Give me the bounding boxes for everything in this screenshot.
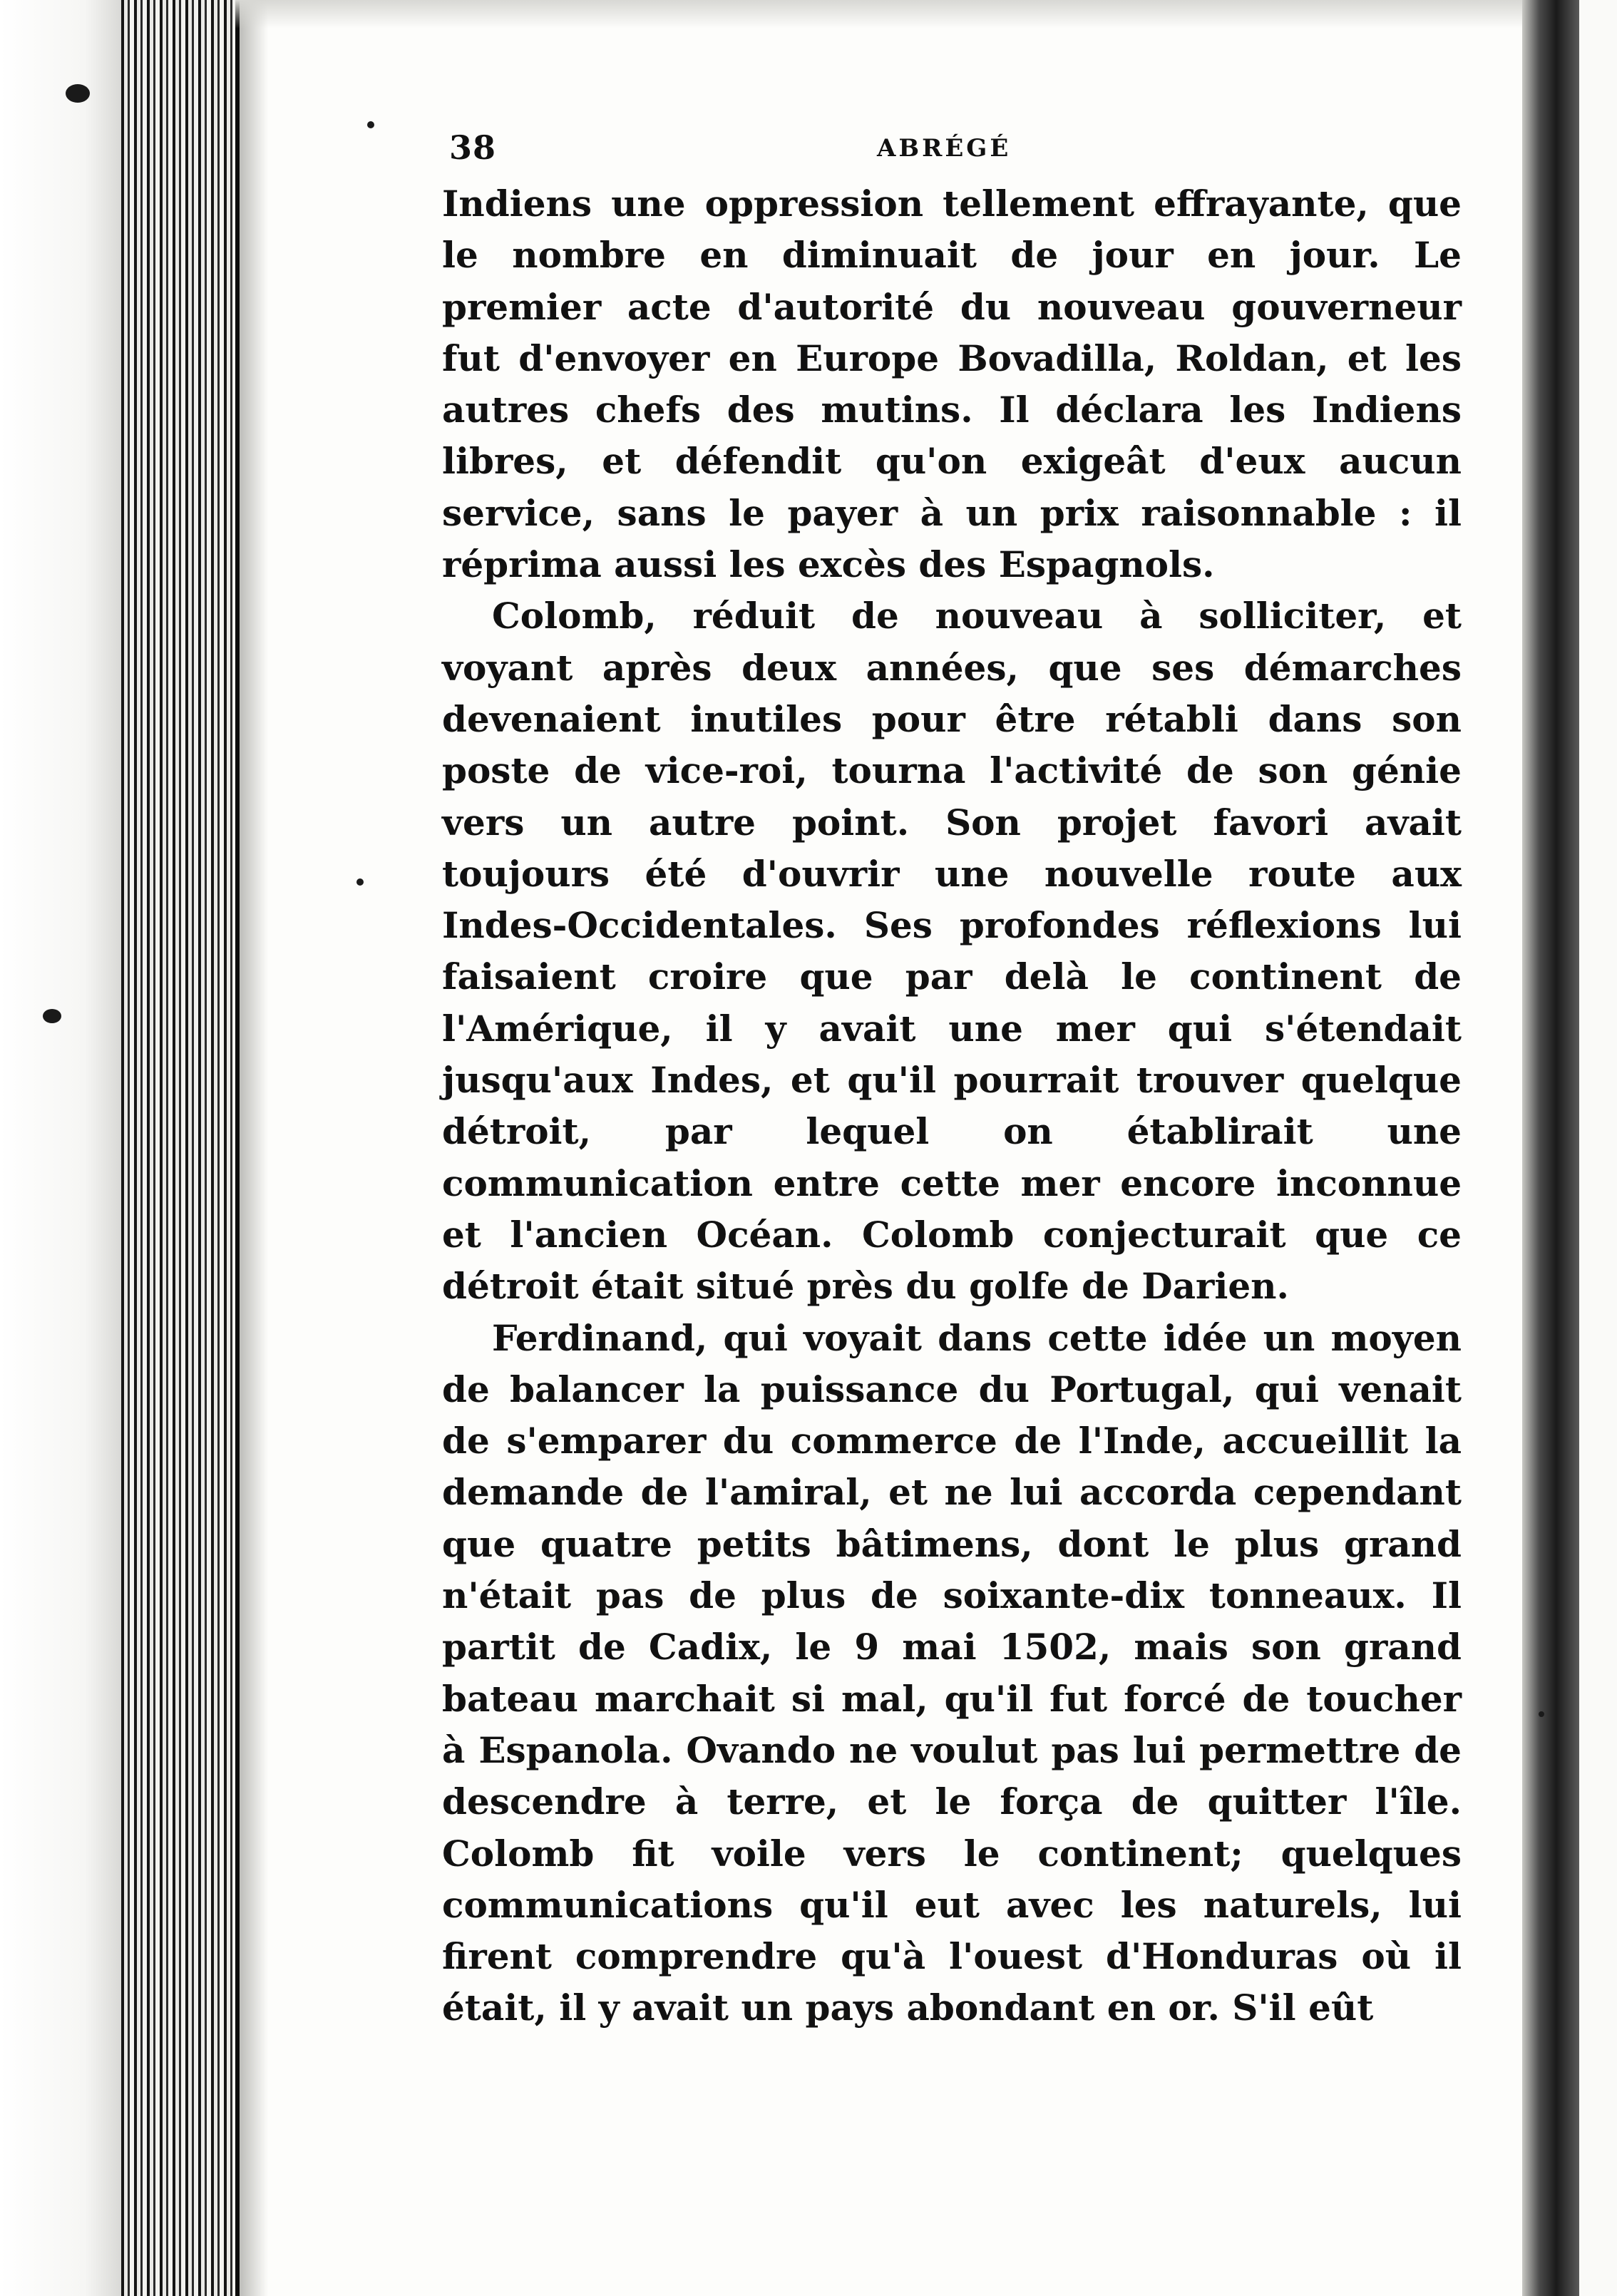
page-number: 38 [449,128,497,167]
body-text [442,178,1462,2034]
dust-speck [356,878,364,886]
left-margin [0,0,121,2296]
dust-speck [367,121,374,128]
top-shadow [235,0,1526,29]
book-page [442,128,1462,2034]
paragraph-colomb: Colomb, réduit de nouveau à solliciter, et voyant après deux années, que ses démarches devenaient inutiles pour être rétabli dans son poste de vice-roi, tourna l'activité de son génie vers un autre point. Son projet favori avait toujours été d'ouvrir une nouvelle route aux Indes-Occidentales. Ses profondes réflexions lui faisaient croire que par delà le continent de l'Amérique, il y avait une mer qui s'étendait jusqu'aux Indes, et qu'il pourrait trouver quelque détroit, par lequel on établirait une communication entre cette mer encore inconnue et l'ancien Océan. Colomb conjecturait que ce détroit était situé près du golfe de Darien. [442,595,1462,1308]
facing-page-edge [1522,0,1579,2296]
dust-speck [43,1009,61,1023]
running-head [442,128,1462,178]
paragraph-continued: Indiens une oppression tellement effrayante, que le nombre en diminuait de jour en jour. Le premier acte d'autorité du nouveau gouverneur fut d'envoyer en Europe Bovadilla, Roldan, et les autres chefs des mutins. Il déclara les Indiens libres, et défendit qu'on exigeât d'eux aucun service, sans le payer à un prix raisonnable : il réprima aussi les excès des Espagnols. [442,183,1462,586]
book-page-edges [121,0,240,2296]
running-title: ABRÉGÉ [877,134,1012,163]
right-margin [1579,0,1617,2296]
gutter-shadow [240,0,268,2296]
dust-speck [66,84,90,103]
paragraph-ferdinand: Ferdinand, qui voyait dans cette idée un moyen de balancer la puissance du Portugal, qui venait de s'emparer du commerce de l'Inde, accueillit la demande de l'amiral, et ne lui accorda cependant que quatre petits bâtimens, dont le plus grand n'était pas de plus de soixante-dix tonneaux. Il partit de Cadix, le 9 mai 1502, mais son grand bateau marchait si mal, qu'il fut forcé de toucher à Espanola. Ovando ne voulut pas lui permettre de descendre à terre, et le força de quitter l'île. Colomb fit voile vers le continent; quelques communications qu'il eut avec les naturels, lui firent comprendre qu'à l'ouest d'Honduras où il était, il y avait un pays abondant en or. S'il eût [442,1316,1462,2029]
dust-speck [1539,1711,1544,1717]
